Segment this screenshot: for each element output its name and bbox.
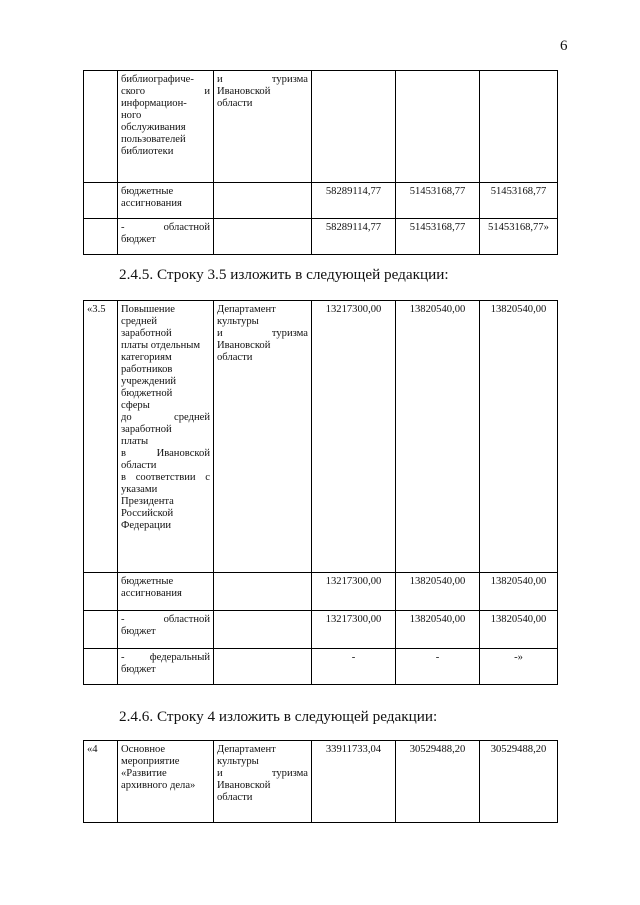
- executor-line: области: [217, 98, 253, 109]
- executor-cell: [214, 71, 312, 183]
- executor-cell: [214, 301, 312, 573]
- value-cell: 13820540,00: [480, 573, 558, 611]
- name-line: бюджетной: [121, 388, 173, 399]
- row-number-cell: «3.5: [84, 301, 118, 573]
- row-number-cell: [84, 219, 118, 255]
- name-line: - областной: [121, 222, 210, 233]
- section-heading-2-4-5: 2.4.5. Строку 3.5 изложить в следующей редакции:: [119, 266, 449, 283]
- value-cell: 51453168,77: [396, 183, 480, 219]
- name-line: библиографиче-: [121, 74, 194, 85]
- activity-name-cell: [118, 71, 214, 183]
- name-line: бюджетные: [121, 576, 174, 587]
- activity-name-cell: [118, 573, 214, 611]
- name-line: до средней: [121, 412, 210, 423]
- name-line: - федеральный: [121, 652, 210, 663]
- value-cell: [312, 71, 396, 183]
- name-line: категориям: [121, 352, 172, 363]
- activity-name-cell: [118, 649, 214, 685]
- value-cell: 51453168,77: [396, 219, 480, 255]
- name-line: Федерации: [121, 520, 172, 531]
- table-row: [84, 183, 558, 219]
- name-line: Повышение: [121, 304, 175, 315]
- row-number-cell: [84, 71, 118, 183]
- row-number-cell: [84, 183, 118, 219]
- executor-cell: [214, 649, 312, 685]
- value-cell: 30529488,20: [396, 741, 480, 823]
- name-line: учреждений: [121, 376, 177, 387]
- name-line: бюджет: [121, 626, 156, 637]
- name-line: заработной: [121, 424, 172, 435]
- name-line: области: [121, 460, 157, 471]
- executor-line: Ивановской: [217, 340, 271, 351]
- section-heading-2-4-6: 2.4.6. Строку 4 изложить в следующей редакции:: [119, 708, 438, 725]
- executor-line: Ивановской: [217, 780, 271, 791]
- table-continued: [83, 70, 558, 255]
- activity-name-cell: [118, 183, 214, 219]
- name-line: в соответствии с: [121, 472, 210, 483]
- value-cell: [396, 71, 480, 183]
- name-line: платы отдельным: [121, 340, 201, 351]
- row-number-cell: [84, 573, 118, 611]
- row-number-cell: [84, 649, 118, 685]
- value-cell: -: [312, 649, 396, 685]
- name-line: ассигнования: [121, 198, 182, 209]
- value-cell: 58289114,77: [312, 219, 396, 255]
- value-cell: -: [396, 649, 480, 685]
- table-row: [84, 741, 558, 823]
- name-line: сферы: [121, 400, 150, 411]
- executor-cell: [214, 183, 312, 219]
- activity-name-cell: [118, 301, 214, 573]
- activity-name-cell: [118, 219, 214, 255]
- name-line: указами: [121, 484, 158, 495]
- value-cell: 13217300,00: [312, 573, 396, 611]
- value-cell: 58289114,77: [312, 183, 396, 219]
- page-number: 6: [560, 38, 568, 54]
- table-row: [84, 301, 558, 573]
- executor-line: культуры: [217, 756, 259, 767]
- name-line: ассигнования: [121, 588, 182, 599]
- table-row: [84, 649, 558, 685]
- executor-line: Ивановской: [217, 86, 271, 97]
- name-line: средней: [121, 316, 157, 327]
- name-line: Основное: [121, 744, 166, 755]
- value-cell: 13217300,00: [312, 611, 396, 649]
- name-line: архивного дела»: [121, 780, 196, 791]
- executor-line: и туризма: [217, 328, 308, 339]
- name-line: ного: [121, 110, 142, 121]
- name-line: бюджетные: [121, 186, 174, 197]
- row-number-cell: «4: [84, 741, 118, 823]
- value-cell: 30529488,20: [480, 741, 558, 823]
- name-line: платы: [121, 436, 149, 447]
- name-line: бюджет: [121, 234, 156, 245]
- executor-cell: [214, 219, 312, 255]
- executor-cell: [214, 573, 312, 611]
- row-number-cell: [84, 611, 118, 649]
- table-row: [84, 71, 558, 183]
- executor-line: области: [217, 352, 253, 363]
- executor-line: Департамент: [217, 304, 276, 315]
- name-line: бюджет: [121, 664, 156, 675]
- activity-name-cell: [118, 611, 214, 649]
- table-row-3-5: [83, 300, 558, 685]
- name-line: работников: [121, 364, 173, 375]
- name-line: мероприятие: [121, 756, 180, 767]
- table-row: [84, 611, 558, 649]
- name-line: «Развитие: [121, 768, 167, 779]
- table-row: [84, 573, 558, 611]
- value-cell: [480, 71, 558, 183]
- name-line: информацион-: [121, 98, 187, 109]
- value-cell: -»: [480, 649, 558, 685]
- value-cell: 51453168,77: [480, 183, 558, 219]
- executor-line: Департамент: [217, 744, 276, 755]
- value-cell: 13217300,00: [312, 301, 396, 573]
- executor-line: области: [217, 792, 253, 803]
- name-line: пользователей: [121, 134, 186, 145]
- value-cell: 33911733,04: [312, 741, 396, 823]
- table-row: [84, 219, 558, 255]
- name-line: Президента: [121, 496, 174, 507]
- activity-name-cell: [118, 741, 214, 823]
- value-cell: 13820540,00: [396, 301, 480, 573]
- name-line: Российской: [121, 508, 174, 519]
- table-row-4: [83, 740, 558, 823]
- value-cell: 13820540,00: [480, 301, 558, 573]
- value-cell: 13820540,00: [480, 611, 558, 649]
- executor-line: культуры: [217, 316, 259, 327]
- value-cell: 13820540,00: [396, 611, 480, 649]
- executor-cell: [214, 611, 312, 649]
- value-cell: 13820540,00: [396, 573, 480, 611]
- value-cell: 51453168,77»: [480, 219, 558, 255]
- executor-line: и туризма: [217, 74, 308, 85]
- name-line: заработной: [121, 328, 172, 339]
- executor-line: и туризма: [217, 768, 308, 779]
- name-line: - областной: [121, 614, 210, 625]
- name-line: библиотеки: [121, 146, 174, 157]
- name-line: в Ивановской: [121, 448, 210, 459]
- executor-cell: [214, 741, 312, 823]
- name-line: обслуживания: [121, 122, 186, 133]
- name-line: ского и: [121, 86, 210, 97]
